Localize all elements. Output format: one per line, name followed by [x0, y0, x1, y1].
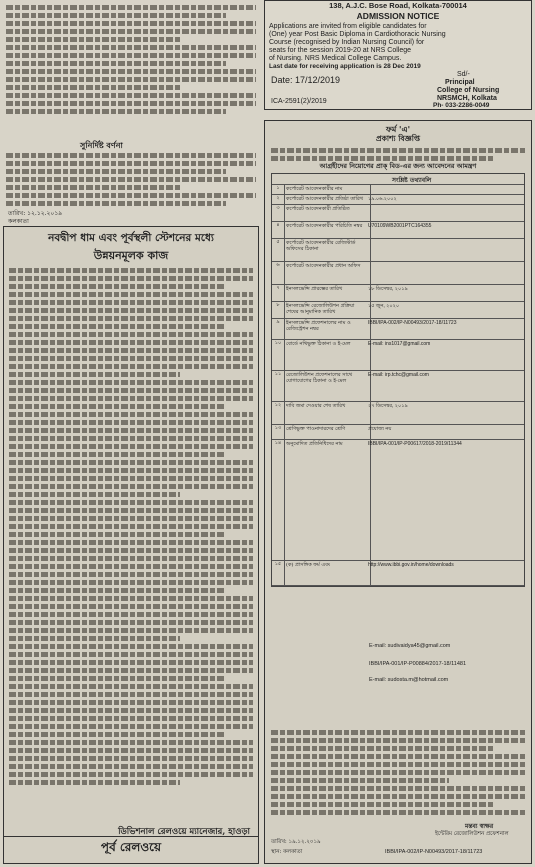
reg-right: IBBI/IPA-002/IP-N00493/2017-18/11723 — [385, 849, 483, 855]
row-value: http://www.ibbi.gov.in/home/downloads — [368, 562, 454, 568]
row-label: ইনসলভেন্সি প্রফেশনালের নাম ও রেজিস্ট্রেশন নম্বর — [284, 319, 371, 339]
table-row — [272, 222, 524, 239]
table-row — [272, 561, 524, 586]
row-number: ৮ — [272, 302, 285, 318]
row-label: বোর্ডে নথিভুক্ত ঠিকানা ও ই-মেল — [284, 340, 371, 370]
row-value: ১৮ ডিসেম্বর, ২০১৯ — [368, 286, 408, 292]
table-row — [272, 185, 524, 195]
table-row — [272, 205, 524, 222]
table-row — [272, 195, 524, 205]
row-label: ইনসলভেন্সি রেজোলিউশন প্রক্রিয়া শেষের আনুমানিক তারিখ — [284, 302, 371, 318]
table-title: আগ্রহীদের নিয়োগের প্রাক্ বিড-এর জন্য আবেদনের আমন্ত্রণ — [319, 162, 477, 170]
form-sub: প্রকাশ্য বিজ্ঞপ্তি — [375, 134, 421, 143]
table-row — [272, 302, 524, 319]
sign-role: ইন্টেরিম রেজোলিউশন প্রফেশনাল — [435, 831, 509, 837]
row-number: ১৫ — [272, 561, 285, 585]
row-number: ৭ — [272, 285, 285, 301]
row-number: ১৪ — [272, 440, 285, 560]
row-number: ৬ — [272, 262, 285, 284]
extra-ref: IBBI/IPA-001/IP-P00884/2017-18/11481 — [369, 661, 467, 667]
row-number: ২ — [272, 195, 285, 204]
notice-body-5: of Nursing. NRS Medical College Campus. — [269, 55, 402, 62]
notice-date: Date: 17/12/2019 — [271, 75, 341, 85]
row-label: কর্পোরেট আবেদনকারীর প্রধান অফিস — [284, 262, 371, 284]
row-label: কর্পোরেট আবেদনকারীর রেজিস্টার্ড অফিসের ঠিকানা — [284, 239, 371, 261]
row-label: কর্পোরেট আবেদনকারী প্রতিষ্ঠিত — [284, 205, 371, 221]
row-label: রেজোলিউশন প্রফেশনালের সাথে যোগাযোগের ঠিকানা ও ই-মেল — [284, 371, 371, 401]
table-row — [272, 440, 524, 561]
row-label: ইনসলভেন্সি প্রারম্ভের তারিখ — [284, 285, 371, 301]
row-value: IBBI/IPA-001/IP-P00617/2018-2019/11344 — [368, 441, 462, 447]
table-row — [272, 425, 524, 440]
row-value — [366, 239, 524, 261]
notice-sign-title: Principal — [445, 79, 475, 86]
table-row — [272, 319, 524, 340]
box-title-line2: উন্নয়নমূলক কাজ — [93, 249, 169, 262]
row-number: ৩ — [272, 205, 285, 221]
table-header-row — [272, 174, 524, 185]
row-value — [366, 205, 524, 221]
right-column — [262, 0, 535, 867]
table-row — [272, 262, 524, 285]
railway-tender-box — [3, 226, 259, 864]
row-number: ১৩ — [272, 425, 285, 439]
notice-ref: ICA-2591(2)/2019 — [271, 98, 327, 105]
table-column-header: সংশ্লিষ্ট তথ্যাবলি — [392, 177, 432, 184]
row-value: ২৭ ডিসেম্বর, ২০১৯ — [368, 403, 408, 409]
row-value: E-mail: irp.tchc@gmail.com — [368, 372, 429, 378]
table-row — [272, 402, 524, 425]
row-label: কর্পোরেট আবেদনকারীর পরিচিতি নম্বর — [284, 222, 371, 238]
table-row — [272, 371, 524, 402]
notice-sign-phone: Ph- 033-2286-0049 — [433, 102, 490, 109]
row-label: (ক) প্রাসঙ্গিক ফর্ম এবং — [284, 561, 371, 585]
notice-body-1: Applications are invited from eligible candidates for — [269, 23, 427, 30]
notice-sign-org1: College of Nursing — [437, 87, 500, 94]
row-label: অনুমোদিত প্রতিনিধিদের নাম — [284, 440, 371, 560]
sign-name: মন্তব্য স্বাক্ষর — [465, 823, 494, 830]
row-label: কর্পোরেট আবেদনকারীর প্রতিষ্ঠা তারিখ — [284, 195, 371, 204]
extra-email-2: E-mail: sudosta.m@hotmail.com — [369, 677, 449, 683]
notice-sign: Sd/- — [457, 71, 470, 78]
row-number: ৯ — [272, 319, 285, 339]
notice-body-4: seats for the session 2019-20 at NRS College — [269, 47, 412, 54]
place-right: স্থান: কলকাতা — [271, 849, 303, 855]
notice-title: ADMISSION NOTICE — [356, 11, 440, 21]
row-value: U70109WB2001PTC164355 — [368, 223, 432, 229]
row-number: ১ — [272, 185, 285, 194]
extra-email-1: E-mail: sudivaidya45@gmail.com — [369, 643, 451, 649]
box-footer: ডিভিশনাল রেলওয়ে ম্যানেজার, হাওড়া — [118, 827, 250, 837]
row-value: IBBI/IPA-002/IP-N00493/2017-18/11723 — [368, 320, 457, 326]
mid-heading: সুনির্দিষ্ট বর্ণনা — [80, 140, 123, 150]
row-label: শ্রেণিভুক্ত পাওনাদারদের শ্রেণি — [284, 425, 371, 439]
notice-body-2: (One) year Post Basic Diploma in Cardiothoracic Nursing — [269, 31, 446, 38]
row-value — [366, 185, 524, 194]
notice-address: 138, A.J.C. Bose Road, Kolkata-700014 — [329, 1, 467, 10]
table-row — [272, 285, 524, 302]
row-label: কর্পোরেট আবেদনকারীর নাম — [284, 185, 371, 194]
row-number: ১০ — [272, 340, 285, 370]
table-body — [272, 185, 524, 586]
left-column — [0, 0, 262, 867]
row-value: E-mail: ins1017@gmail.com — [368, 341, 431, 347]
table-row — [272, 239, 524, 262]
row-label: দাবি জমা দেওয়ার শেষ তারিখ — [284, 402, 371, 424]
row-number: ৫ — [272, 239, 285, 261]
details-table — [271, 173, 525, 587]
row-number: ১২ — [272, 402, 285, 424]
railway-name: পূর্ব রেলওয়ে — [4, 836, 258, 859]
table-row — [272, 340, 524, 371]
notice-sign-org2: NRSMCH, Kolkata — [437, 95, 497, 102]
row-number: ৪ — [272, 222, 285, 238]
left-date: তারিখ: ১২.১২.২০১৯ — [8, 210, 63, 217]
row-value: ১৯.০৬.২০০২ — [368, 196, 397, 202]
row-value — [366, 262, 524, 284]
row-value: প্রযোজ্য নয় — [368, 426, 392, 432]
left-place: কলকাতা — [8, 218, 29, 225]
form-a-notice — [264, 120, 532, 864]
date-right: তারিখ: ১৯.১২.২০১৯ — [271, 839, 321, 845]
notice-body-3: Course (recognised by Indian Nursing Council) for — [269, 39, 425, 46]
notice-last-date: Last date for receiving application is 28 Dec 2019 — [269, 63, 421, 70]
form-label: ফর্ম 'এ' — [385, 124, 411, 134]
admission-notice — [264, 0, 532, 110]
row-value: ১৫ জুন, ২০২০ — [368, 303, 400, 309]
box-title-line1: নবদ্বীপ ধাম এবং পূর্বস্থলী স্টেশনের মধ্যে — [48, 232, 214, 244]
row-number: ১১ — [272, 371, 285, 401]
